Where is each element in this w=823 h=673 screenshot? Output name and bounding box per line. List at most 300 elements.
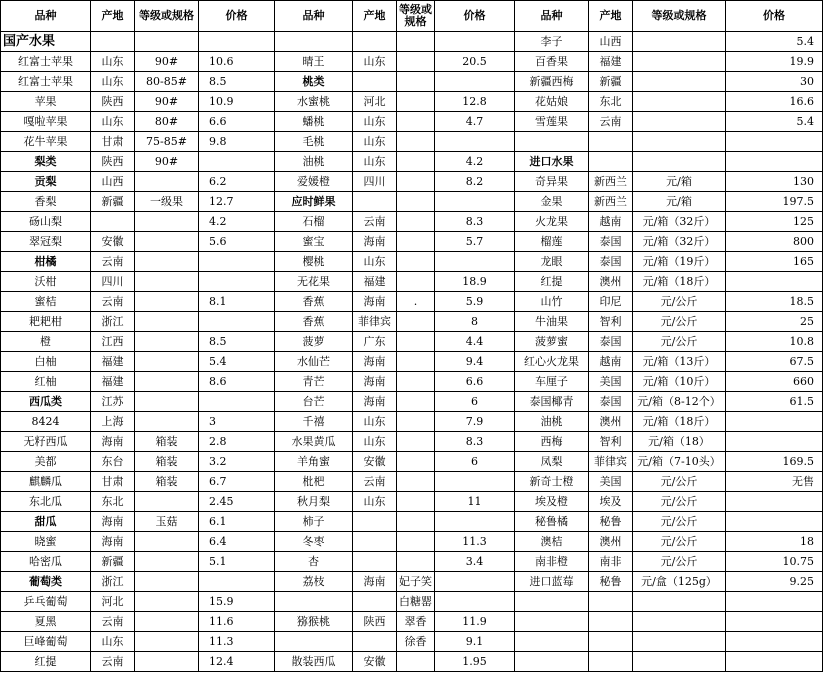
table-cell bbox=[397, 152, 435, 172]
table-cell: 国产水果 bbox=[1, 32, 91, 52]
table-cell bbox=[589, 652, 633, 672]
table-cell: 进口水果 bbox=[515, 152, 589, 172]
table-cell: 千禧 bbox=[275, 412, 353, 432]
table-cell: 红提 bbox=[515, 272, 589, 292]
table-cell: 山东 bbox=[353, 52, 397, 72]
table-cell bbox=[726, 632, 823, 652]
table-cell bbox=[726, 272, 823, 292]
table-cell bbox=[353, 192, 397, 212]
table-row bbox=[1, 552, 823, 572]
table-row bbox=[1, 92, 823, 112]
table-cell: 泰国 bbox=[589, 392, 633, 412]
table-cell: 泰国 bbox=[589, 252, 633, 272]
table-cell: 元/盒（125g） bbox=[633, 572, 726, 592]
table-cell: 东北瓜 bbox=[1, 492, 91, 512]
table-cell: 海南 bbox=[353, 392, 397, 412]
table-cell: 麒麟瓜 bbox=[1, 472, 91, 492]
table-cell: 2.8 bbox=[199, 432, 275, 452]
table-cell: 元/箱（19斤） bbox=[633, 252, 726, 272]
table-cell: 12.8 bbox=[435, 92, 515, 112]
table-cell bbox=[397, 372, 435, 392]
table-cell bbox=[397, 492, 435, 512]
table-cell: 箱装 bbox=[135, 432, 199, 452]
table-row bbox=[1, 32, 823, 52]
table-cell: 90# bbox=[135, 152, 199, 172]
table-cell: 福建 bbox=[91, 372, 135, 392]
table-cell bbox=[633, 92, 726, 112]
table-cell bbox=[135, 532, 199, 552]
table-cell: 山东 bbox=[353, 252, 397, 272]
table-row bbox=[1, 352, 823, 372]
table-cell: 美都 bbox=[1, 452, 91, 472]
table-cell: 泰国 bbox=[589, 332, 633, 352]
header-cell: 价格 bbox=[726, 1, 823, 32]
table-cell: 陕西 bbox=[91, 152, 135, 172]
table-cell bbox=[633, 592, 726, 612]
table-cell: 山东 bbox=[353, 132, 397, 152]
table-cell: 陕西 bbox=[91, 92, 135, 112]
table-row bbox=[1, 52, 823, 72]
table-cell: 元/公斤 bbox=[633, 472, 726, 492]
table-cell: 金果 bbox=[515, 192, 589, 212]
table-cell: 云南 bbox=[353, 472, 397, 492]
table-cell bbox=[633, 612, 726, 632]
table-cell: 青芒 bbox=[275, 372, 353, 392]
table-cell: 5.4 bbox=[726, 32, 823, 52]
table-cell: 红心火龙果 bbox=[515, 352, 589, 372]
table-cell: 云南 bbox=[91, 292, 135, 312]
table-cell bbox=[633, 52, 726, 72]
table-cell: . bbox=[397, 292, 435, 312]
table-cell bbox=[515, 652, 589, 672]
table-cell: 山东 bbox=[91, 632, 135, 652]
table-cell: 11.3 bbox=[435, 532, 515, 552]
table-cell: 火龙果 bbox=[515, 212, 589, 232]
table-cell bbox=[135, 392, 199, 412]
table-cell bbox=[397, 312, 435, 332]
table-cell bbox=[199, 272, 275, 292]
table-cell: 8 bbox=[435, 312, 515, 332]
table-cell: 奇异果 bbox=[515, 172, 589, 192]
table-cell: 甘肃 bbox=[91, 132, 135, 152]
table-cell bbox=[353, 32, 397, 52]
table-cell: 19.9 bbox=[726, 52, 823, 72]
table-cell: 菲律宾 bbox=[589, 452, 633, 472]
table-cell: 山东 bbox=[353, 492, 397, 512]
table-cell: 80# bbox=[135, 112, 199, 132]
table-cell bbox=[199, 572, 275, 592]
table-cell bbox=[135, 412, 199, 432]
table-cell: 水果黄瓜 bbox=[275, 432, 353, 452]
table-cell bbox=[726, 512, 823, 532]
table-cell bbox=[589, 152, 633, 172]
table-cell: 元/箱（8-12个） bbox=[633, 392, 726, 412]
table-cell: 25 bbox=[726, 312, 823, 332]
table-cell: 新疆 bbox=[589, 72, 633, 92]
table-cell: 乒乓葡萄 bbox=[1, 592, 91, 612]
table-cell: 云南 bbox=[589, 112, 633, 132]
table-cell bbox=[199, 392, 275, 412]
table-cell: 晓蜜 bbox=[1, 532, 91, 552]
table-cell bbox=[633, 152, 726, 172]
table-cell: 菠萝蜜 bbox=[515, 332, 589, 352]
table-cell: 165 bbox=[726, 252, 823, 272]
table-cell: 一级果 bbox=[135, 192, 199, 212]
table-cell: 10.75 bbox=[726, 552, 823, 572]
table-cell: 7.9 bbox=[435, 412, 515, 432]
table-cell: 上海 bbox=[91, 412, 135, 432]
table-cell: 无售 bbox=[726, 472, 823, 492]
table-cell bbox=[435, 592, 515, 612]
header-cell: 产地 bbox=[353, 1, 397, 32]
table-cell: 秋月梨 bbox=[275, 492, 353, 512]
table-cell: 安徽 bbox=[353, 452, 397, 472]
table-cell: 20.5 bbox=[435, 52, 515, 72]
table-cell: 李子 bbox=[515, 32, 589, 52]
table-cell bbox=[397, 432, 435, 452]
table-cell bbox=[435, 252, 515, 272]
table-cell bbox=[135, 172, 199, 192]
table-cell: 红柚 bbox=[1, 372, 91, 392]
table-cell: 哈密瓜 bbox=[1, 552, 91, 572]
table-cell: 福建 bbox=[589, 52, 633, 72]
table-cell: 越南 bbox=[589, 212, 633, 232]
table-cell: 30 bbox=[726, 72, 823, 92]
header-cell: 产地 bbox=[91, 1, 135, 32]
table-cell: 西梅 bbox=[515, 432, 589, 452]
table-cell: 新奇士橙 bbox=[515, 472, 589, 492]
table-cell bbox=[135, 32, 199, 52]
table-cell bbox=[397, 252, 435, 272]
table-cell: 山西 bbox=[589, 32, 633, 52]
table-cell: 妃子笑 bbox=[397, 572, 435, 592]
table-cell bbox=[726, 132, 823, 152]
table-cell: 130 bbox=[726, 172, 823, 192]
table-row bbox=[1, 252, 823, 272]
table-cell: 蜜桔 bbox=[1, 292, 91, 312]
table-cell bbox=[135, 552, 199, 572]
table-cell: 18.5 bbox=[726, 292, 823, 312]
table-cell: 梨类 bbox=[1, 152, 91, 172]
table-cell bbox=[397, 132, 435, 152]
table-cell: 雪莲果 bbox=[515, 112, 589, 132]
table-row bbox=[1, 512, 823, 532]
table-cell: 元/箱（32斤） bbox=[633, 232, 726, 252]
table-cell bbox=[726, 652, 823, 672]
table-cell: 杏 bbox=[275, 552, 353, 572]
table-cell bbox=[275, 32, 353, 52]
table-cell: 9.25 bbox=[726, 572, 823, 592]
table-row bbox=[1, 72, 823, 92]
table-cell: 海南 bbox=[353, 372, 397, 392]
table-cell: 4.4 bbox=[435, 332, 515, 352]
table-cell bbox=[633, 72, 726, 92]
table-cell: 河北 bbox=[353, 92, 397, 112]
table-cell: 橙 bbox=[1, 332, 91, 352]
table-cell bbox=[397, 212, 435, 232]
table-cell: 元/箱（18斤） bbox=[633, 412, 726, 432]
table-cell: 埃及 bbox=[589, 492, 633, 512]
table-cell bbox=[515, 632, 589, 652]
table-cell bbox=[397, 392, 435, 412]
table-cell: 进口蓝莓 bbox=[515, 572, 589, 592]
table-cell: 4.7 bbox=[435, 112, 515, 132]
table-cell: 10.6 bbox=[199, 52, 275, 72]
table-cell: 东台 bbox=[91, 452, 135, 472]
table-cell: 新疆 bbox=[91, 192, 135, 212]
table-cell: 90# bbox=[135, 52, 199, 72]
table-cell: 晴王 bbox=[275, 52, 353, 72]
table-row bbox=[1, 412, 823, 432]
table-cell bbox=[91, 32, 135, 52]
table-cell: 山东 bbox=[91, 72, 135, 92]
table-cell bbox=[726, 152, 823, 172]
table-cell: 柑橘 bbox=[1, 252, 91, 272]
table-cell: 越南 bbox=[589, 352, 633, 372]
table-cell: 5.6 bbox=[199, 232, 275, 252]
table-cell: 江西 bbox=[91, 332, 135, 352]
table-cell bbox=[435, 572, 515, 592]
table-cell: 耙耙柑 bbox=[1, 312, 91, 332]
table-cell bbox=[397, 652, 435, 672]
table-cell: 应时鲜果 bbox=[275, 192, 353, 212]
table-cell: 柿子 bbox=[275, 512, 353, 532]
header-cell: 品种 bbox=[1, 1, 91, 32]
table-cell: 散装西瓜 bbox=[275, 652, 353, 672]
table-cell bbox=[397, 72, 435, 92]
table-cell bbox=[199, 32, 275, 52]
table-cell: 花姑娘 bbox=[515, 92, 589, 112]
table-cell: 4.2 bbox=[199, 212, 275, 232]
table-cell: 18 bbox=[726, 532, 823, 552]
table-cell: 9.4 bbox=[435, 352, 515, 372]
table-cell bbox=[633, 632, 726, 652]
table-cell bbox=[353, 72, 397, 92]
table-row bbox=[1, 432, 823, 452]
table-cell: 山东 bbox=[353, 152, 397, 172]
table-cell: 6.7 bbox=[199, 472, 275, 492]
table-cell: 元/箱 bbox=[633, 192, 726, 212]
table-cell: 16.6 bbox=[726, 92, 823, 112]
table-cell: 荔枝 bbox=[275, 572, 353, 592]
table-cell: 樱桃 bbox=[275, 252, 353, 272]
table-cell bbox=[199, 152, 275, 172]
table-cell: 12.4 bbox=[199, 652, 275, 672]
table-cell: 甜瓜 bbox=[1, 512, 91, 532]
table-cell bbox=[135, 312, 199, 332]
table-cell: 泰国椰青 bbox=[515, 392, 589, 412]
table-cell: 安徽 bbox=[353, 652, 397, 672]
table-cell bbox=[397, 412, 435, 432]
table-cell: 陕西 bbox=[353, 612, 397, 632]
table-cell: 浙江 bbox=[91, 572, 135, 592]
table-cell: 河北 bbox=[91, 592, 135, 612]
table-cell bbox=[589, 592, 633, 612]
header-cell: 品种 bbox=[275, 1, 353, 32]
table-cell: 澳州 bbox=[589, 412, 633, 432]
table-cell bbox=[397, 272, 435, 292]
table-cell: 9.1 bbox=[435, 632, 515, 652]
table-cell bbox=[726, 412, 823, 432]
table-cell bbox=[726, 492, 823, 512]
table-cell bbox=[397, 352, 435, 372]
table-cell: 夏黑 bbox=[1, 612, 91, 632]
table-cell: 玉菇 bbox=[135, 512, 199, 532]
table-cell bbox=[397, 232, 435, 252]
table-cell: 1.95 bbox=[435, 652, 515, 672]
table-cell: 美国 bbox=[589, 472, 633, 492]
table-cell: 山东 bbox=[353, 412, 397, 432]
table-cell: 6.6 bbox=[435, 372, 515, 392]
table-cell: 毛桃 bbox=[275, 132, 353, 152]
table-cell: 18.9 bbox=[435, 272, 515, 292]
table-row bbox=[1, 612, 823, 632]
table-cell: 红富士苹果 bbox=[1, 52, 91, 72]
table-cell bbox=[135, 272, 199, 292]
table-cell bbox=[135, 232, 199, 252]
table-cell: 云南 bbox=[91, 252, 135, 272]
table-cell: 四川 bbox=[91, 272, 135, 292]
table-cell: 广东 bbox=[353, 332, 397, 352]
table-cell bbox=[275, 592, 353, 612]
table-cell: 江苏 bbox=[91, 392, 135, 412]
table-cell: 5.4 bbox=[199, 352, 275, 372]
table-cell: 智利 bbox=[589, 312, 633, 332]
table-cell bbox=[397, 532, 435, 552]
table-cell: 菲律宾 bbox=[353, 312, 397, 332]
table-cell: 榴莲 bbox=[515, 232, 589, 252]
table-cell: 海南 bbox=[91, 432, 135, 452]
table-cell: 80-85# bbox=[135, 72, 199, 92]
table-cell: 新西兰 bbox=[589, 172, 633, 192]
table-cell: 10.8 bbox=[726, 332, 823, 352]
table-cell: 元/箱（10斤） bbox=[633, 372, 726, 392]
table-cell: 3.2 bbox=[199, 452, 275, 472]
table-cell: 福建 bbox=[353, 272, 397, 292]
table-cell bbox=[515, 612, 589, 632]
table-cell bbox=[353, 552, 397, 572]
table-cell: 元/公斤 bbox=[633, 292, 726, 312]
header-cell: 品种 bbox=[515, 1, 589, 32]
table-row bbox=[1, 312, 823, 332]
table-cell: 猕猴桃 bbox=[275, 612, 353, 632]
table-row bbox=[1, 632, 823, 652]
table-cell bbox=[91, 212, 135, 232]
table-cell bbox=[353, 632, 397, 652]
table-cell: 蜜宝 bbox=[275, 232, 353, 252]
table-cell bbox=[397, 512, 435, 532]
table-row bbox=[1, 152, 823, 172]
table-cell: 元/公斤 bbox=[633, 552, 726, 572]
table-cell: 海南 bbox=[353, 292, 397, 312]
table-cell: 澳桔 bbox=[515, 532, 589, 552]
table-cell: 南非橙 bbox=[515, 552, 589, 572]
table-cell: 山东 bbox=[353, 432, 397, 452]
table-cell: 11.3 bbox=[199, 632, 275, 652]
table-cell: 元/公斤 bbox=[633, 332, 726, 352]
table-row bbox=[1, 232, 823, 252]
table-row bbox=[1, 132, 823, 152]
table-cell: 沃柑 bbox=[1, 272, 91, 292]
table-cell: 山竹 bbox=[515, 292, 589, 312]
table-cell bbox=[397, 172, 435, 192]
table-cell bbox=[135, 632, 199, 652]
table-cell: 15.9 bbox=[199, 592, 275, 612]
table-row bbox=[1, 212, 823, 232]
table-cell: 800 bbox=[726, 232, 823, 252]
table-cell: 牛油果 bbox=[515, 312, 589, 332]
table-cell: 百香果 bbox=[515, 52, 589, 72]
table-cell: 8.2 bbox=[435, 172, 515, 192]
table-cell: 山东 bbox=[91, 112, 135, 132]
table-cell: 南非 bbox=[589, 552, 633, 572]
table-cell bbox=[633, 132, 726, 152]
table-row bbox=[1, 332, 823, 352]
table-cell: 8.3 bbox=[435, 432, 515, 452]
table-cell: 元/箱（7-10头） bbox=[633, 452, 726, 472]
table-cell bbox=[633, 652, 726, 672]
table-row bbox=[1, 192, 823, 212]
table-cell: 11.9 bbox=[435, 612, 515, 632]
table-cell: 贡梨 bbox=[1, 172, 91, 192]
table-cell: 水仙芒 bbox=[275, 352, 353, 372]
table-cell: 山东 bbox=[91, 52, 135, 72]
table-cell: 甘肃 bbox=[91, 472, 135, 492]
table-cell: 云南 bbox=[353, 212, 397, 232]
table-cell: 美国 bbox=[589, 372, 633, 392]
table-cell: 11.6 bbox=[199, 612, 275, 632]
table-cell bbox=[397, 552, 435, 572]
header-cell: 等级或规格 bbox=[135, 1, 199, 32]
table-cell: 元/箱 bbox=[633, 172, 726, 192]
table-cell bbox=[353, 592, 397, 612]
header-cell: 等级或规格 bbox=[633, 1, 726, 32]
table-cell: 海南 bbox=[353, 232, 397, 252]
table-cell: 61.5 bbox=[726, 392, 823, 412]
table-cell: 山西 bbox=[91, 172, 135, 192]
table-cell bbox=[515, 592, 589, 612]
table-cell bbox=[135, 572, 199, 592]
table-cell: 秘鲁 bbox=[589, 572, 633, 592]
table-cell: 箱装 bbox=[135, 472, 199, 492]
table-cell: 元/箱（32斤） bbox=[633, 212, 726, 232]
table-cell: 徐香 bbox=[397, 632, 435, 652]
table-cell bbox=[135, 252, 199, 272]
table-cell: 6.2 bbox=[199, 172, 275, 192]
table-cell bbox=[135, 212, 199, 232]
header-cell: 等级或规格 bbox=[397, 1, 435, 32]
table-cell: 5.4 bbox=[726, 112, 823, 132]
table-cell bbox=[435, 72, 515, 92]
table-cell bbox=[397, 192, 435, 212]
table-row bbox=[1, 112, 823, 132]
table-cell: 6 bbox=[435, 392, 515, 412]
table-cell: 云南 bbox=[91, 612, 135, 632]
table-cell bbox=[397, 32, 435, 52]
table-cell: 香蕉 bbox=[275, 292, 353, 312]
table-cell bbox=[135, 592, 199, 612]
table-cell: 印尼 bbox=[589, 292, 633, 312]
table-cell: 东北 bbox=[589, 92, 633, 112]
table-cell: 香梨 bbox=[1, 192, 91, 212]
table-cell: 8.5 bbox=[199, 72, 275, 92]
table-cell bbox=[435, 472, 515, 492]
table-cell: 东北 bbox=[91, 492, 135, 512]
table-cell: 12.7 bbox=[199, 192, 275, 212]
table-cell: 翠冠梨 bbox=[1, 232, 91, 252]
table-cell: 90# bbox=[135, 92, 199, 112]
header-cell: 产地 bbox=[589, 1, 633, 32]
